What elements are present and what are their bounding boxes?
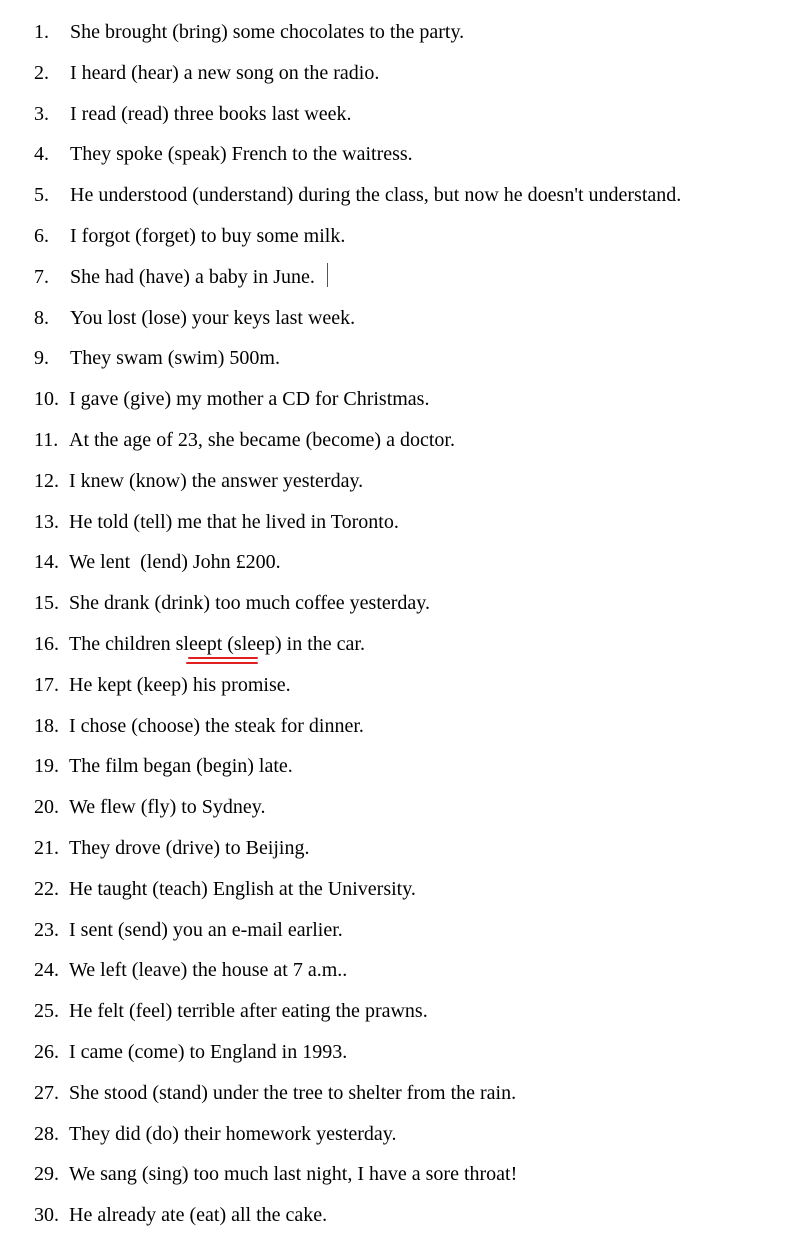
item-number: 25. (34, 1000, 59, 1023)
item-number: 14. (34, 551, 59, 574)
list-item[interactable] (0, 665, 800, 706)
item-number: 23. (34, 918, 59, 941)
item-text: I knew (know) the answer yesterday. (69, 469, 364, 492)
list-item[interactable] (0, 338, 800, 379)
red-underline-mark (186, 662, 258, 664)
list-item[interactable] (0, 746, 800, 787)
list-item[interactable] (0, 1195, 800, 1236)
item-number: 10. (34, 388, 59, 411)
list-item[interactable] (0, 175, 800, 216)
item-text: She drank (drink) too much coffee yesterday. (69, 592, 430, 615)
item-text: She brought (bring) some chocolates to the party. (70, 21, 465, 43)
list-item[interactable] (0, 12, 800, 53)
item-text: The film began (begin) late. (69, 755, 293, 778)
list-item[interactable] (0, 1032, 800, 1073)
item-number: 1. (34, 21, 49, 43)
item-text: I read (read) three books last week. (70, 102, 352, 125)
text-cursor (327, 263, 328, 287)
item-text: The children sleept (sleep) in the car. (69, 632, 365, 655)
item-number: 20. (34, 796, 59, 819)
list-item[interactable] (0, 216, 800, 257)
list-item[interactable] (0, 910, 800, 951)
list-item[interactable] (0, 420, 800, 461)
item-text: I chose (choose) the steak for dinner. (69, 714, 364, 737)
item-text: They swam (swim) 500m. (70, 347, 280, 370)
item-text-with-caret (70, 257, 328, 298)
item-number: 9. (34, 347, 49, 370)
item-number: 21. (34, 836, 59, 859)
list-item[interactable] (0, 461, 800, 502)
item-text: We left (leave) the house at 7 a.m.. (69, 959, 348, 982)
item-text: I sent (send) you an e-mail earlier. (69, 918, 343, 941)
item-number: 19. (34, 755, 59, 778)
item-number: 26. (34, 1040, 59, 1063)
item-number: 3. (34, 102, 49, 125)
item-number: 6. (34, 224, 49, 247)
list-item[interactable] (0, 787, 800, 828)
item-text: He kept (keep) his promise. (69, 673, 291, 696)
list-item[interactable] (0, 828, 800, 869)
item-number: 12. (34, 469, 59, 492)
item-number: 22. (34, 877, 59, 900)
red-underline-mark (188, 657, 258, 659)
list-item[interactable] (0, 583, 800, 624)
item-number: 11. (34, 428, 59, 451)
item-text: He taught (teach) English at the University. (69, 877, 416, 900)
list-item[interactable] (0, 542, 800, 583)
item-text: They drove (drive) to Beijing. (69, 836, 310, 859)
item-number: 7. (34, 265, 49, 288)
list-item[interactable] (0, 53, 800, 94)
item-text: He understood (understand) during the class, but now he doesn't understand. (70, 184, 682, 207)
item-text: We sang (sing) too much last night, I have a sore throat! (69, 1163, 518, 1186)
list-item[interactable] (0, 1073, 800, 1114)
item-number: 5. (34, 184, 49, 207)
item-text: We lent (lend) John £200. (69, 551, 281, 574)
list-item[interactable] (0, 298, 800, 339)
list-item[interactable] (0, 706, 800, 747)
list-item[interactable] (0, 257, 800, 298)
exercise-document (0, 12, 800, 1236)
list-item[interactable] (0, 94, 800, 135)
item-number: 17. (34, 673, 59, 696)
item-number: 18. (34, 714, 59, 737)
item-text: They spoke (speak) French to the waitress. (70, 143, 413, 166)
item-number: 13. (34, 510, 59, 533)
list-item[interactable] (0, 379, 800, 420)
item-number: 8. (34, 306, 49, 329)
item-text: He already ate (eat) all the cake. (69, 1204, 328, 1227)
item-number: 15. (34, 592, 59, 615)
item-text: He felt (feel) terrible after eating the prawns. (69, 1000, 428, 1023)
item-number: 2. (34, 61, 49, 84)
item-text: You lost (lose) your keys last week. (70, 306, 356, 329)
item-text: I came (come) to England in 1993. (69, 1040, 348, 1063)
item-number: 30. (34, 1204, 59, 1227)
item-number: 16. (34, 632, 59, 655)
item-text: She had (have) a baby in June. (70, 265, 315, 288)
list-item[interactable] (0, 950, 800, 991)
item-number: 29. (34, 1163, 59, 1186)
item-text: He told (tell) me that he lived in Toronto. (69, 510, 399, 533)
item-number: 27. (34, 1081, 59, 1104)
item-number: 28. (34, 1122, 59, 1145)
item-text: I heard (hear) a new song on the radio. (70, 61, 380, 84)
list-item[interactable] (0, 502, 800, 543)
list-item[interactable] (0, 624, 800, 665)
list-item[interactable] (0, 1114, 800, 1155)
item-text: At the age of 23, she became (become) a doctor. (69, 428, 455, 451)
item-number: 4. (34, 143, 49, 166)
item-text: We flew (fly) to Sydney. (69, 796, 266, 819)
item-text: They did (do) their homework yesterday. (69, 1122, 397, 1145)
item-text: I forgot (forget) to buy some milk. (70, 224, 346, 247)
list-item[interactable] (0, 991, 800, 1032)
list-item[interactable] (0, 869, 800, 910)
item-text: She stood (stand) under the tree to shelter from the rain. (69, 1081, 517, 1104)
list-item[interactable] (0, 1154, 800, 1195)
item-text: I gave (give) my mother a CD for Christmas. (69, 388, 430, 411)
list-item[interactable] (0, 134, 800, 175)
item-number: 24. (34, 959, 59, 982)
